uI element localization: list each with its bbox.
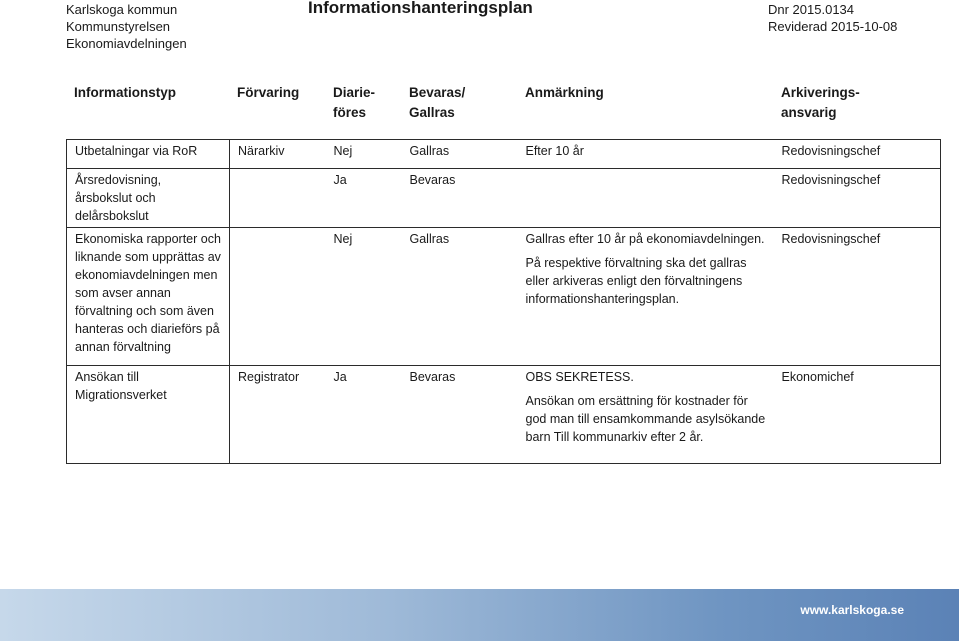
cell-note: Efter 10 år — [518, 140, 774, 169]
document-title: Informationshanteringsplan — [308, 0, 533, 17]
cell-note — [518, 366, 774, 464]
cell-keep: Bevaras — [402, 366, 518, 464]
cell-keep: Bevaras — [402, 169, 518, 228]
cell-responsible: Redovisningschef — [774, 169, 941, 228]
column-header-storage: Förvaring — [237, 85, 300, 100]
reference-block — [768, 1, 897, 35]
table-row — [67, 169, 941, 228]
column-header-note: Anmärkning — [525, 85, 604, 100]
note-paragraph: På respektive förvaltning ska det gallras eller arkiveras enligt den förvaltningens informationshanteringsplan. — [525, 256, 747, 306]
cell-responsible: Redovisningschef — [774, 140, 941, 169]
organization-block — [66, 1, 187, 52]
footer-banner — [0, 589, 959, 641]
column-header-diary: Diarie- föres — [333, 85, 376, 120]
cell-diary: Nej — [326, 228, 402, 366]
column-header-keep: Bevaras/ Gallras — [409, 85, 466, 120]
cell-storage — [230, 169, 326, 228]
cell-type: Årsredovisning, årsbokslut och delårsbokslut — [67, 169, 230, 228]
note-paragraph: Ansökan om ersättning för kostnader för god man till ensamkommande asylsökande barn Till kommunarkiv efter 2 år. — [525, 394, 766, 444]
cell-note — [518, 169, 774, 228]
column-header-archive: Arkiverings- ansvarig — [781, 85, 860, 120]
cell-storage: Registrator — [230, 366, 326, 464]
registration-number: Dnr 2015.0134 — [768, 2, 855, 17]
website-link[interactable]: www.karlskoga.se — [800, 603, 904, 617]
cell-keep: Gallras — [402, 140, 518, 169]
cell-responsible: Ekonomichef — [774, 366, 941, 464]
column-header-type: Informationstyp — [74, 85, 177, 100]
cell-diary: Nej — [326, 140, 402, 169]
revision-date: Reviderad 2015-10-08 — [768, 19, 898, 34]
table-row — [67, 366, 941, 464]
cell-keep: Gallras — [402, 228, 518, 366]
information-register-table — [66, 139, 941, 464]
cell-type: Ekonomiska rapporter och liknande som upprättas av ekonomiavdelningen men som avser annan förvaltning och som även hanteras och diarieförs på annan förvaltning — [67, 228, 230, 366]
cell-storage: Närarkiv — [230, 140, 326, 169]
cell-responsible: Redovisningschef — [774, 228, 941, 366]
table-row — [67, 228, 941, 366]
column-headers — [74, 83, 944, 123]
municipality-name: Karlskoga kommun — [66, 2, 178, 17]
cell-type: Utbetalningar via RoR — [67, 140, 230, 169]
board-name: Kommunstyrelsen — [66, 19, 171, 34]
cell-diary: Ja — [326, 366, 402, 464]
note-line: OBS SEKRETESS. — [525, 370, 634, 384]
department-name: Ekonomiavdelningen — [66, 36, 187, 51]
cell-diary: Ja — [326, 169, 402, 228]
cell-type: Ansökan till Migrationsverket — [67, 366, 230, 464]
cell-storage — [230, 228, 326, 366]
note-line: Gallras efter 10 år på ekonomiavdelningen. — [525, 232, 765, 246]
cell-note — [518, 228, 774, 366]
table-row — [67, 140, 941, 169]
